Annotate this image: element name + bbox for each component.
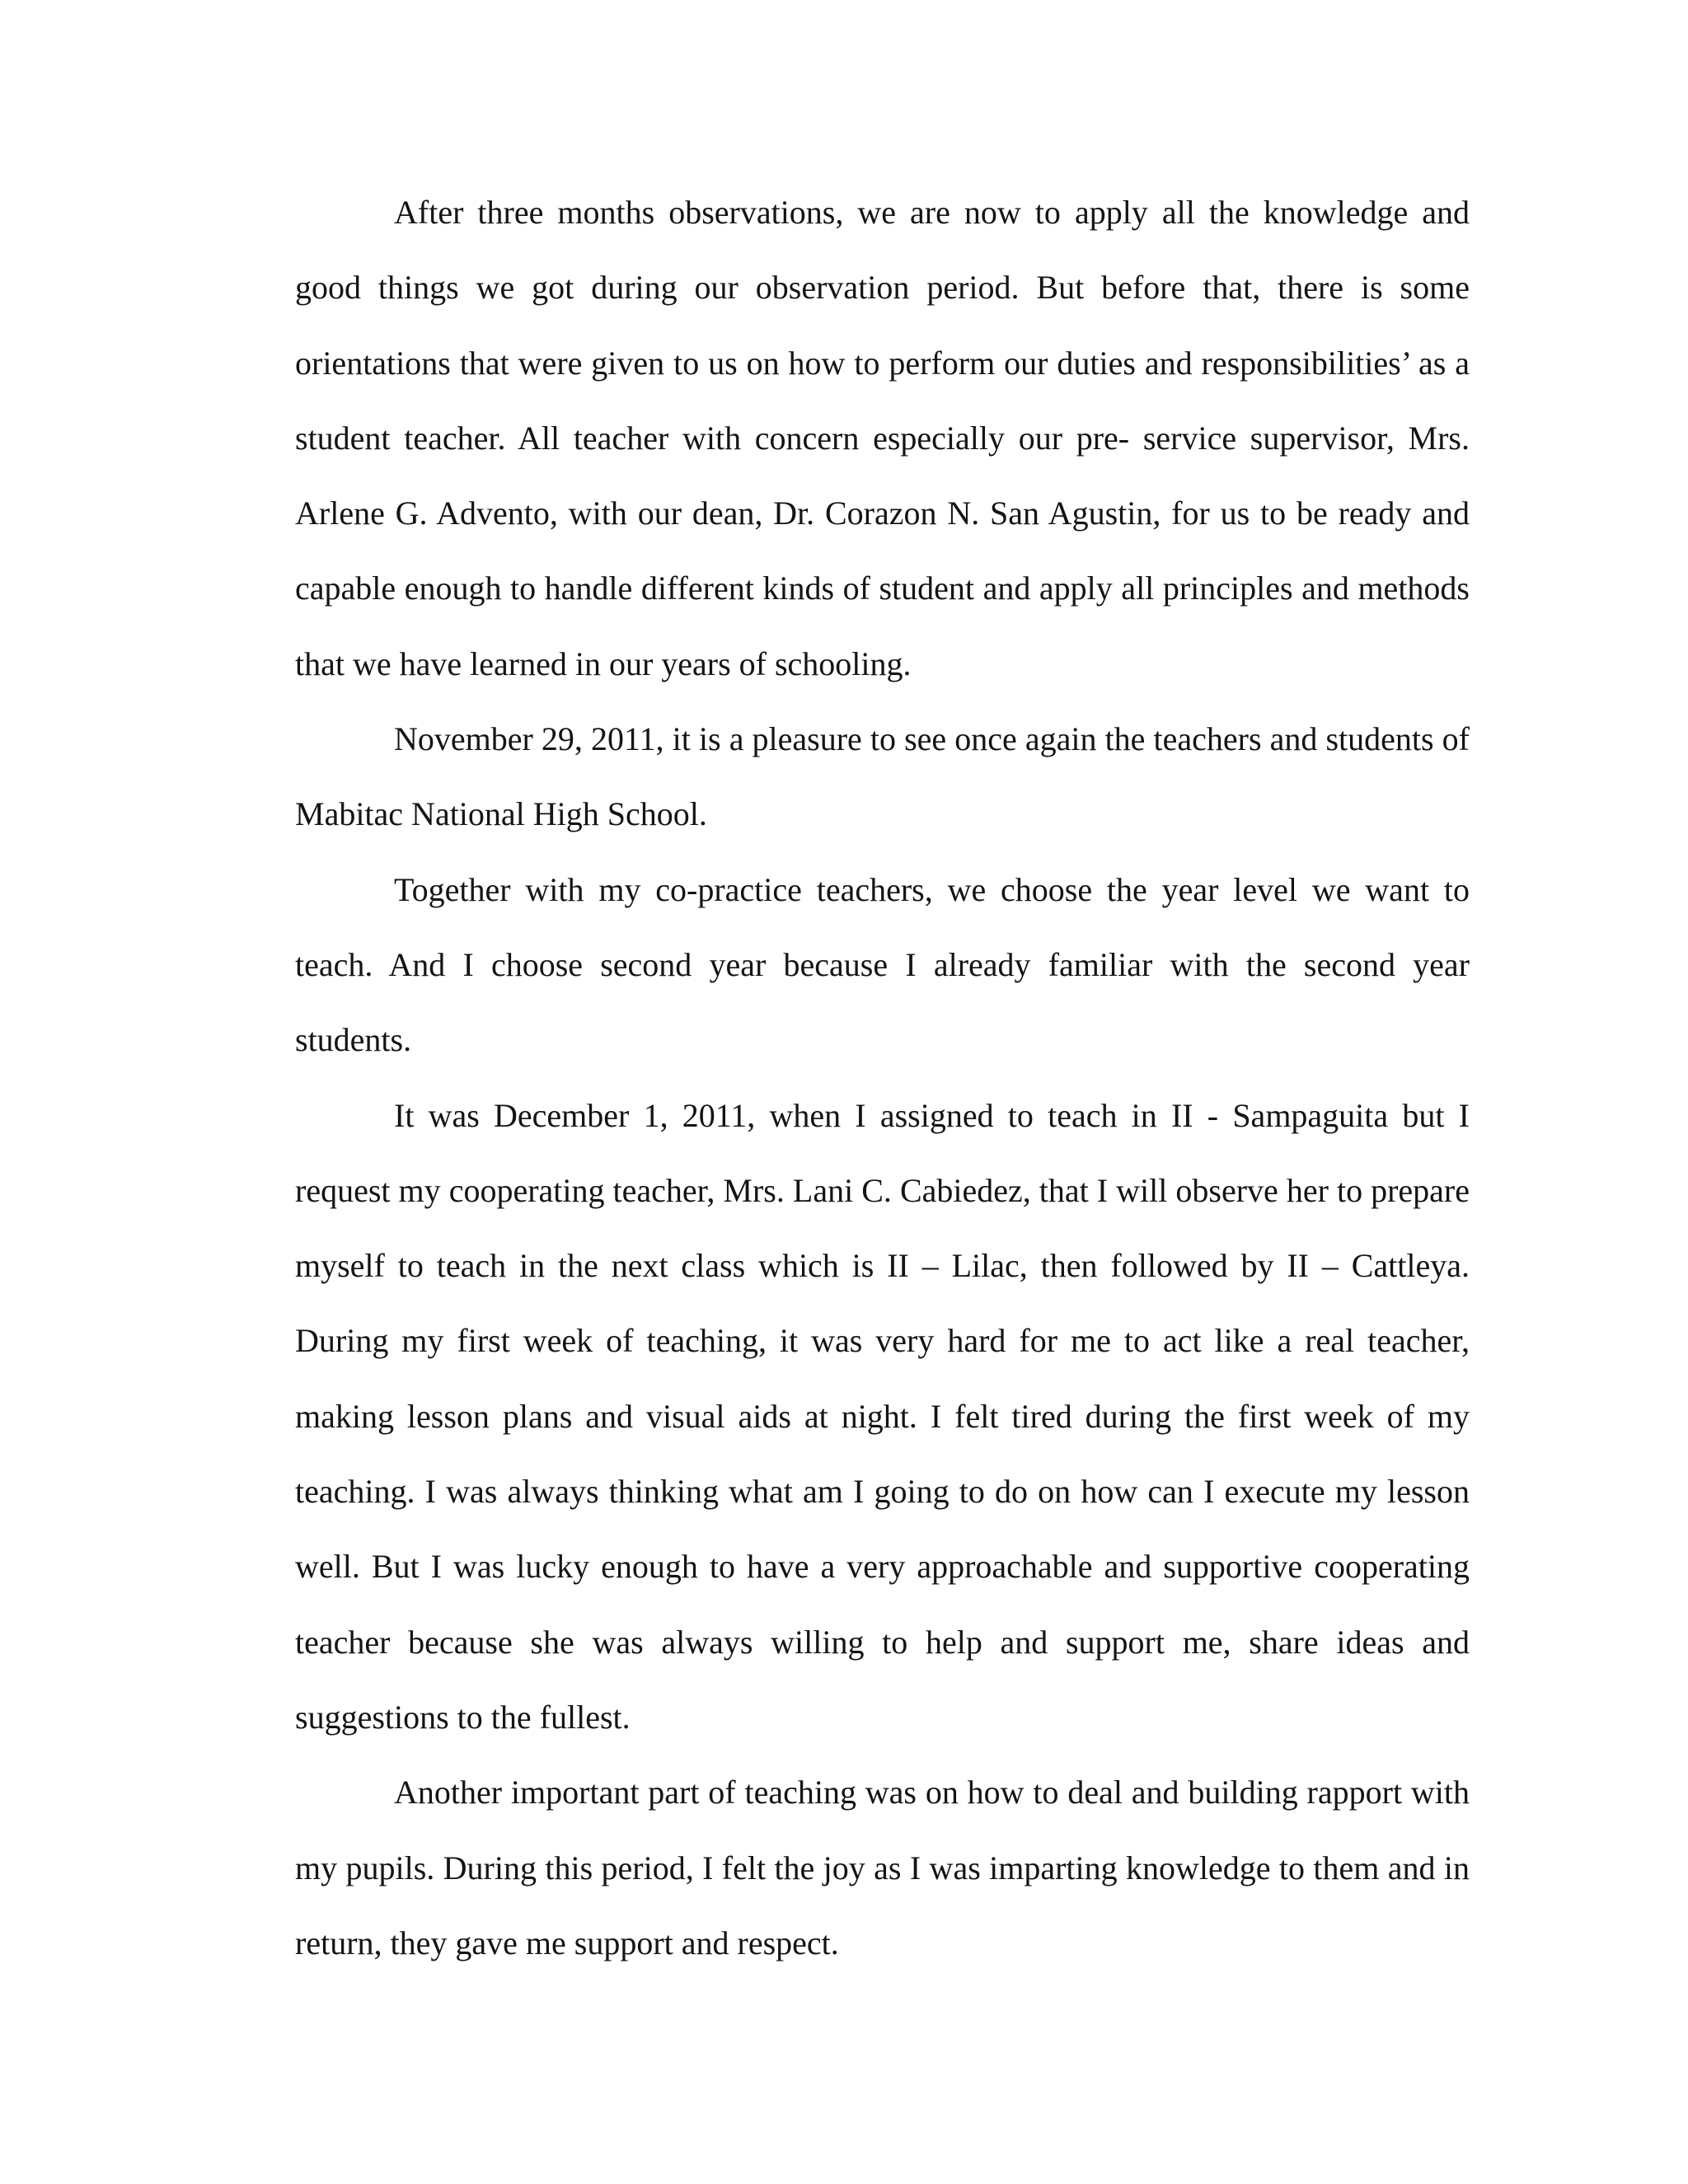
paragraph-3: Together with my co-practice teachers, we choose the year level we want to teach. And I choose second year because I already familiar with the second year students. — [295, 870, 1470, 1059]
paragraph-2: November 29, 2011, it is a pleasure to see once again the teachers and students of Mabitac National High School. — [295, 720, 1470, 833]
paragraph-5: Another important part of teaching was on how to deal and building rapport with my pupils. During this period, I felt the joy as I was imparting knowledge to them and in return, they gave me support and respect. — [295, 1774, 1470, 1961]
paragraph-4: It was December 1, 2011, when I assigned to teach in II - Sampaguita but I request my cooperating teacher, Mrs. Lani C. Cabiedez, that I will observe her to prepare myself to teach in the next class which is II – Lilac, then followed by II – Cattleya. During my first week of teaching, it was very hard for me to act like a real teacher, making lesson plans and visual aids at night. I felt tired during the first week of my teaching. I was always thinking what am I going to do on how can I execute my lesson well. But I was lucky enough to have a very approachable and supportive cooperating teacher because she was always willing to help and support me, share ideas and suggestions to the fullest. — [295, 1096, 1470, 1736]
document-body — [295, 175, 1470, 1980]
paragraph-1: After three months observations, we are now to apply all the knowledge and good things we got during our observation period. But before that, there is some orientations that were given to us on how to perform our duties and responsibilities’ as a student teacher. All teacher with concern especially our pre- service supervisor, Mrs. Arlene G. Advento, with our dean, Dr. Corazon N. San Agustin, for us to be ready and capable enough to handle different kinds of student and apply all principles and methods that we have learned in our years of schooling. — [295, 194, 1470, 682]
